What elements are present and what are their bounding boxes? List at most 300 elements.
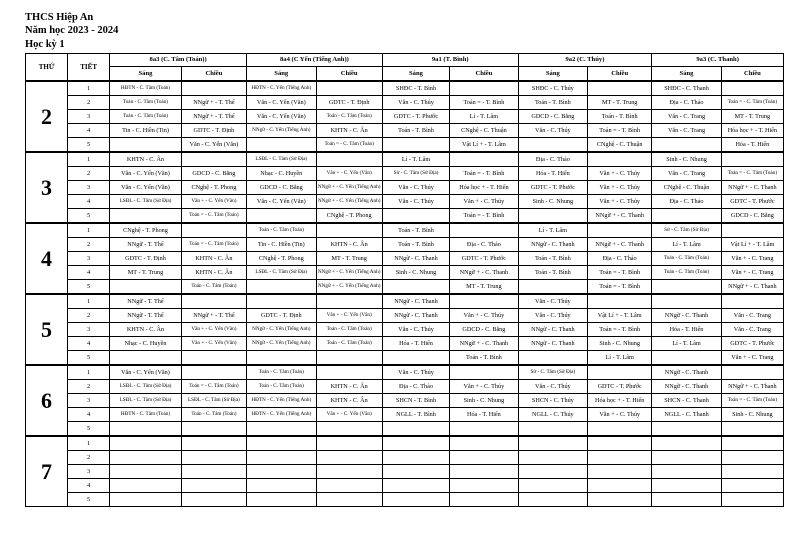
lesson-cell	[588, 152, 652, 167]
period-number: 2	[68, 167, 110, 181]
lesson-cell: Toán - T. Bình	[518, 266, 587, 280]
lesson-cell: Văn + - C. Yến (Văn)	[316, 408, 382, 422]
lesson-cell: GDCD - C. Bằng	[721, 209, 783, 224]
lesson-cell: Toán - C. Tâm (Toán)	[316, 110, 382, 124]
lesson-cell: Sinh - C. Nhung	[518, 195, 587, 209]
lesson-cell: Hóa - T. Hiển	[382, 337, 449, 351]
lesson-cell: Hóa - T. Hiển	[450, 408, 518, 422]
lesson-cell	[588, 294, 652, 309]
period-number: 5	[68, 209, 110, 224]
lesson-cell	[652, 294, 721, 309]
lesson-cell: NNgữ - C. Thanh	[382, 294, 449, 309]
lesson-cell	[181, 351, 246, 366]
afternoon-header: Chiều	[588, 67, 652, 82]
lesson-cell: Toán - C. Tâm (Toán)	[247, 223, 316, 238]
lesson-cell: GDTC - T. Định	[247, 309, 316, 323]
lesson-cell: Văn - C. Trang	[721, 323, 783, 337]
lesson-cell: Toán - T. Bình	[382, 238, 449, 252]
lesson-cell: Văn - C. Trang	[652, 167, 721, 181]
table-row	[26, 195, 784, 209]
lesson-cell	[450, 436, 518, 451]
lesson-cell	[181, 294, 246, 309]
lesson-cell: Địa - C. Thảo	[518, 152, 587, 167]
lesson-cell: Hóa học + - T. Hiển	[588, 394, 652, 408]
lesson-cell	[721, 152, 783, 167]
lesson-cell	[450, 493, 518, 507]
lesson-cell: Địa - C. Thảo	[652, 96, 721, 110]
lesson-cell: Địa - C. Thảo	[588, 252, 652, 266]
table-row	[26, 181, 784, 195]
lesson-cell	[588, 365, 652, 380]
lesson-cell: Văn - C. Thúy	[382, 323, 449, 337]
day-label: 6	[26, 365, 68, 436]
period-number: 4	[68, 408, 110, 422]
lesson-cell	[450, 81, 518, 96]
lesson-cell	[652, 209, 721, 224]
lesson-cell: Hóa học + - T. Hiển	[721, 124, 783, 138]
period-number: 1	[68, 294, 110, 309]
lesson-cell	[110, 451, 182, 465]
lesson-cell: Văn - C. Yến (Văn)	[247, 96, 316, 110]
lesson-cell	[518, 493, 587, 507]
lesson-cell	[450, 152, 518, 167]
lesson-cell	[316, 479, 382, 493]
lesson-cell	[181, 465, 246, 479]
lesson-cell: KHTN - C. Ân	[316, 124, 382, 138]
afternoon-header: Chiều	[721, 67, 783, 82]
lesson-cell: KHTN - C. Ân	[316, 380, 382, 394]
lesson-cell: Toán - C. Tâm (Toán)	[247, 380, 316, 394]
period-number: 4	[68, 266, 110, 280]
lesson-cell: Văn + - C. Yến (Văn)	[316, 309, 382, 323]
lesson-cell	[518, 280, 587, 295]
lesson-cell	[518, 351, 587, 366]
lesson-cell: Sử - C. Tâm (Sử Địa)	[518, 365, 587, 380]
lesson-cell	[721, 294, 783, 309]
lesson-cell: Văn - C. Trang	[721, 309, 783, 323]
period-number: 4	[68, 337, 110, 351]
period-number: 2	[68, 309, 110, 323]
lesson-cell	[247, 479, 316, 493]
lesson-cell	[316, 465, 382, 479]
lesson-cell: NNgữ - C. Thanh	[652, 380, 721, 394]
lesson-cell: Văn + - C. Thúy	[450, 195, 518, 209]
lesson-cell: KHTN - C. Ân	[316, 394, 382, 408]
morning-header: Sáng	[382, 67, 449, 82]
lesson-cell: Tin - C. Hiền (Tin)	[247, 238, 316, 252]
lesson-cell	[652, 280, 721, 295]
period-number: 3	[68, 181, 110, 195]
timetable	[25, 53, 784, 507]
term: Học kỳ 1	[25, 39, 65, 50]
lesson-cell: NNgữ + - C. Thanh	[588, 238, 652, 252]
lesson-cell: Văn - C. Thúy	[518, 380, 587, 394]
class-header: 9a3 (C. Thanh)	[652, 54, 784, 67]
period-number: 4	[68, 124, 110, 138]
table-row	[26, 167, 784, 181]
lesson-cell: NNgữ + - C. Yến (Tiếng Anh)	[316, 266, 382, 280]
lesson-cell: Toán - C. Tâm (Toán)	[652, 266, 721, 280]
period-number: 3	[68, 323, 110, 337]
school-name: THCS Hiệp An	[25, 12, 94, 23]
lesson-cell: Vật Lí + - T. Lâm	[450, 138, 518, 153]
lesson-cell: MT - T. Trung	[721, 110, 783, 124]
school-year: Năm học 2023 - 2024	[25, 25, 119, 36]
lesson-cell: GDTC - T. Phước	[721, 337, 783, 351]
lesson-cell: Lí - T. Lâm	[518, 223, 587, 238]
lesson-cell	[652, 422, 721, 437]
lesson-cell	[450, 451, 518, 465]
lesson-cell: GDTC - T. Phước	[518, 181, 587, 195]
period-number: 1	[68, 365, 110, 380]
class-header: 9a1 (T. Bình)	[382, 54, 518, 67]
lesson-cell: Văn - C. Yến (Văn)	[110, 167, 182, 181]
lesson-cell: Toán - T. Bình	[588, 110, 652, 124]
lesson-cell	[316, 152, 382, 167]
lesson-cell: GDTC - T. Định	[316, 96, 382, 110]
afternoon-header: Chiều	[316, 67, 382, 82]
lesson-cell	[588, 479, 652, 493]
lesson-cell: GDCD - C. Bằng	[450, 323, 518, 337]
lesson-cell: NNgữ + - C. Thanh	[450, 266, 518, 280]
lesson-cell	[652, 451, 721, 465]
lesson-cell: Toán - C. Tâm (Toán)	[652, 252, 721, 266]
lesson-cell: Hóa - T. Hiển	[518, 167, 587, 181]
afternoon-header: Chiều	[181, 67, 246, 82]
lesson-cell	[450, 294, 518, 309]
lesson-cell: Văn - C. Yến (Văn)	[181, 138, 246, 153]
table-row	[26, 223, 784, 238]
period-number: 3	[68, 110, 110, 124]
day-column-header: THỨ	[26, 54, 68, 82]
lesson-cell: Văn + - C. Yến (Văn)	[181, 323, 246, 337]
lesson-cell: NNgữ - C. Yến (Tiếng Anh)	[247, 337, 316, 351]
lesson-cell: HĐTN - C. Tâm (Toán)	[110, 408, 182, 422]
lesson-cell: NNgữ - C. Yến (Tiếng Anh)	[247, 323, 316, 337]
lesson-cell: NNgữ - T. Thể	[110, 238, 182, 252]
lesson-cell: Văn + - C. Thúy	[450, 309, 518, 323]
lesson-cell: Toán - C. Tâm (Toán)	[181, 280, 246, 295]
table-row	[26, 380, 784, 394]
lesson-cell: KHTN - C. Ân	[110, 152, 182, 167]
class-header-row	[26, 54, 784, 67]
lesson-cell	[450, 479, 518, 493]
day-label: 3	[26, 152, 68, 223]
lesson-cell: Văn + - C. Thúy	[588, 408, 652, 422]
table-row	[26, 110, 784, 124]
lesson-cell: KHTN - C. Ân	[181, 252, 246, 266]
lesson-cell: Văn - C. Thúy	[518, 309, 587, 323]
lesson-cell: Sinh - C. Nhung	[721, 408, 783, 422]
lesson-cell: Văn - C. Trang	[652, 124, 721, 138]
lesson-cell: Sinh - C. Nhung	[588, 337, 652, 351]
lesson-cell: Địa - C. Thảo	[382, 380, 449, 394]
morning-header: Sáng	[518, 67, 587, 82]
period-number: 4	[68, 479, 110, 493]
lesson-cell	[110, 436, 182, 451]
lesson-cell	[181, 479, 246, 493]
lesson-cell	[652, 436, 721, 451]
lesson-cell: CNghệ - T. Phong	[181, 181, 246, 195]
table-row	[26, 422, 784, 437]
lesson-cell	[247, 351, 316, 366]
lesson-cell: Toán - C. Tâm (Toán)	[110, 96, 182, 110]
lesson-cell: MT - T. Trung	[110, 266, 182, 280]
table-row	[26, 451, 784, 465]
lesson-cell: Toán - C. Tâm (Toán)	[181, 408, 246, 422]
lesson-cell: HĐTN - C. Tâm (Toán)	[110, 81, 182, 96]
lesson-cell: Toán - C. Tâm (Toán)	[316, 337, 382, 351]
lesson-cell	[721, 493, 783, 507]
lesson-cell	[588, 493, 652, 507]
lesson-cell	[518, 436, 587, 451]
lesson-cell: LSĐL - C. Tâm (Sử Địa)	[247, 266, 316, 280]
lesson-cell: Văn - C. Thúy	[382, 96, 449, 110]
lesson-cell: NNgữ - C. Thanh	[382, 309, 449, 323]
lesson-cell	[450, 223, 518, 238]
lesson-cell: Toán = - C. Tâm (Toán)	[316, 138, 382, 153]
lesson-cell	[518, 138, 587, 153]
lesson-cell: Văn - C. Trang	[652, 110, 721, 124]
lesson-cell: Toán = - T. Bình	[588, 280, 652, 295]
lesson-cell: LSĐL - C. Tâm (Sử Địa)	[110, 394, 182, 408]
lesson-cell: SHCN - T. Bình	[382, 394, 449, 408]
lesson-cell: Văn - C. Yến (Văn)	[247, 195, 316, 209]
lesson-cell	[588, 465, 652, 479]
lesson-cell: Văn - C. Yến (Văn)	[247, 110, 316, 124]
lesson-cell	[382, 465, 449, 479]
lesson-cell: Văn + - C. Yến (Văn)	[316, 167, 382, 181]
lesson-cell: LSĐL - C. Tâm (Sử Địa)	[110, 195, 182, 209]
lesson-cell	[247, 138, 316, 153]
lesson-cell: Văn + - C. Thúy	[588, 195, 652, 209]
lesson-cell	[316, 351, 382, 366]
lesson-cell	[181, 365, 246, 380]
lesson-cell: GDCD - C. Bằng	[181, 167, 246, 181]
lesson-cell: LSĐL - C. Tâm (Sử Địa)	[181, 394, 246, 408]
lesson-cell: Lí - T. Lâm	[450, 110, 518, 124]
lesson-cell	[110, 138, 182, 153]
lesson-cell: GDCD - C. Bằng	[518, 110, 587, 124]
lesson-cell: Toán = - C. Tâm (Toán)	[721, 394, 783, 408]
lesson-cell: MT - T. Trung	[450, 280, 518, 295]
lesson-cell	[382, 436, 449, 451]
lesson-cell: Lí - T. Lâm	[382, 152, 449, 167]
lesson-cell	[518, 209, 587, 224]
lesson-cell: NGLL - C. Thúy	[518, 408, 587, 422]
lesson-cell	[588, 81, 652, 96]
lesson-cell: Toán = - T. Bình	[588, 323, 652, 337]
lesson-cell: Toán - C. Tâm (Toán)	[316, 323, 382, 337]
lesson-cell	[518, 465, 587, 479]
lesson-cell: Toán = - C. Tâm (Toán)	[181, 238, 246, 252]
lesson-cell	[110, 493, 182, 507]
table-row	[26, 408, 784, 422]
lesson-cell: Lí - T. Lâm	[652, 337, 721, 351]
lesson-cell: NNgữ - C. Thanh	[382, 252, 449, 266]
lesson-cell	[450, 422, 518, 437]
lesson-cell: Nhạc - C. Huyền	[247, 167, 316, 181]
lesson-cell	[652, 479, 721, 493]
lesson-cell	[247, 280, 316, 295]
lesson-cell	[450, 465, 518, 479]
lesson-cell	[382, 422, 449, 437]
lesson-cell	[247, 436, 316, 451]
lesson-cell	[588, 451, 652, 465]
lesson-cell: Vật Lí + - T. Lâm	[721, 238, 783, 252]
lesson-cell: Hóa học + - T. Hiển	[450, 181, 518, 195]
lesson-cell: CNghệ - C. Thuận	[652, 181, 721, 195]
period-number: 5	[68, 422, 110, 437]
period-number: 1	[68, 81, 110, 96]
lesson-cell: Toán = - T. Bình	[450, 167, 518, 181]
lesson-cell: Văn - C. Thúy	[518, 124, 587, 138]
lesson-cell: GDTC - T. Phước	[450, 252, 518, 266]
day-label: 2	[26, 81, 68, 152]
lesson-cell: Văn - C. Yến (Văn)	[110, 365, 182, 380]
lesson-cell: Vật Lí + - T. Lâm	[588, 309, 652, 323]
lesson-cell: Toán - T. Bình	[450, 351, 518, 366]
table-row	[26, 436, 784, 451]
lesson-cell: Toán = - T. Bình	[450, 96, 518, 110]
class-header: 9a2 (C. Thúy)	[518, 54, 652, 67]
lesson-cell: NNgữ - C. Thanh	[652, 309, 721, 323]
table-row	[26, 309, 784, 323]
lesson-cell: NGLL - C. Thanh	[652, 408, 721, 422]
lesson-cell: Địa - C. Thảo	[652, 195, 721, 209]
lesson-cell	[518, 451, 587, 465]
class-header: 8a4 (C Yến (Tiếng Anh))	[247, 54, 383, 67]
lesson-cell: NNgữ + - C. Yến (Tiếng Anh)	[316, 181, 382, 195]
lesson-cell	[316, 365, 382, 380]
table-row	[26, 209, 784, 224]
table-row	[26, 337, 784, 351]
lesson-cell	[181, 422, 246, 437]
lesson-cell: SHĐC - T. Bình	[382, 81, 449, 96]
lesson-cell: Nhạc - C. Huyền	[110, 337, 182, 351]
period-number: 5	[68, 351, 110, 366]
lesson-cell: NNgữ + - C. Yến (Tiếng Anh)	[316, 280, 382, 295]
lesson-cell	[181, 152, 246, 167]
lesson-cell: NNgữ - T. Thể	[110, 309, 182, 323]
lesson-cell	[247, 493, 316, 507]
lesson-cell: MT - T. Trung	[316, 252, 382, 266]
lesson-cell: NNgữ + - C. Thanh	[721, 181, 783, 195]
lesson-cell: GDTC - T. Định	[110, 252, 182, 266]
lesson-cell	[316, 422, 382, 437]
lesson-cell: SHĐC - C. Thanh	[652, 81, 721, 96]
lesson-cell: CNghệ - C. Thuận	[588, 138, 652, 153]
lesson-cell: Sử - C. Tâm (Sử Địa)	[382, 167, 449, 181]
lesson-cell	[518, 422, 587, 437]
lesson-cell: CNghệ - T. Phong	[247, 252, 316, 266]
lesson-cell	[110, 209, 182, 224]
lesson-cell: Văn - C. Thúy	[382, 195, 449, 209]
lesson-cell: Văn + - C. Trang	[721, 351, 783, 366]
lesson-cell: Văn + - C. Trang	[721, 252, 783, 266]
lesson-cell	[316, 493, 382, 507]
lesson-cell	[450, 365, 518, 380]
lesson-cell	[382, 138, 449, 153]
table-row	[26, 152, 784, 167]
lesson-cell	[247, 465, 316, 479]
lesson-cell	[652, 465, 721, 479]
lesson-cell	[382, 209, 449, 224]
lesson-cell: Toán - T. Bình	[382, 223, 449, 238]
lesson-cell: NGLL - T. Bình	[382, 408, 449, 422]
lesson-cell: Văn - C. Yến (Văn)	[110, 181, 182, 195]
lesson-cell	[382, 280, 449, 295]
lesson-cell: NNgữ - C. Thanh	[518, 337, 587, 351]
table-row	[26, 479, 784, 493]
lesson-cell: Văn + - C. Yến (Văn)	[181, 195, 246, 209]
table-row	[26, 351, 784, 366]
lesson-cell: CNghệ - T. Phong	[110, 223, 182, 238]
lesson-cell: NNgữ + - C. Thanh	[588, 209, 652, 224]
period-number: 3	[68, 394, 110, 408]
period-number: 3	[68, 465, 110, 479]
period-number: 2	[68, 238, 110, 252]
lesson-cell: SHCN - C. Thanh	[652, 394, 721, 408]
afternoon-header: Chiều	[450, 67, 518, 82]
lesson-cell	[721, 365, 783, 380]
lesson-cell	[181, 493, 246, 507]
lesson-cell: Văn + - C. Thúy	[588, 167, 652, 181]
lesson-cell: Toán = - T. Bình	[588, 266, 652, 280]
table-row	[26, 323, 784, 337]
lesson-cell: GDTC - T. Phước	[382, 110, 449, 124]
lesson-cell: CNghệ - T. Phong	[316, 209, 382, 224]
day-label: 7	[26, 436, 68, 507]
lesson-cell	[721, 436, 783, 451]
class-header: 8a3 (C. Tâm (Toán))	[110, 54, 247, 67]
lesson-cell	[588, 436, 652, 451]
lesson-cell	[382, 351, 449, 366]
lesson-cell	[588, 422, 652, 437]
period-number: 5	[68, 280, 110, 295]
lesson-cell: Toán = - C. Tâm (Toán)	[721, 96, 783, 110]
lesson-cell: NNgữ - T. Thể	[110, 294, 182, 309]
lesson-cell	[247, 209, 316, 224]
lesson-cell	[721, 81, 783, 96]
lesson-cell: Toán = - C. Tâm (Toán)	[721, 167, 783, 181]
lesson-cell	[382, 451, 449, 465]
lesson-cell: NNgữ + - T. Thể	[181, 96, 246, 110]
lesson-cell: GDTC - T. Phước	[721, 195, 783, 209]
table-row	[26, 394, 784, 408]
lesson-cell	[181, 81, 246, 96]
period-column-header: TIẾT	[68, 54, 110, 82]
lesson-cell: SHCN - C. Thúy	[518, 394, 587, 408]
lesson-cell	[110, 351, 182, 366]
lesson-cell: Toán = - T. Bình	[450, 209, 518, 224]
lesson-cell	[316, 451, 382, 465]
lesson-cell: Sinh - C. Nhung	[652, 152, 721, 167]
lesson-cell: LSĐL - C. Tâm (Sử Địa)	[110, 380, 182, 394]
lesson-cell: GDTC - T. Định	[181, 124, 246, 138]
lesson-cell: Toán = - C. Tâm (Toán)	[181, 209, 246, 224]
lesson-cell: Toán - T. Bình	[382, 124, 449, 138]
lesson-cell: NNgữ + - T. Thể	[181, 110, 246, 124]
table-row	[26, 493, 784, 507]
lesson-cell: HĐTN - C. Yến (Tiếng Anh)	[247, 394, 316, 408]
lesson-cell: Văn + - C. Thúy	[450, 380, 518, 394]
lesson-cell	[181, 436, 246, 451]
lesson-cell: Văn - C. Thúy	[382, 365, 449, 380]
period-number: 1	[68, 152, 110, 167]
lesson-cell: GDCD - C. Bằng	[247, 181, 316, 195]
lesson-cell	[316, 81, 382, 96]
